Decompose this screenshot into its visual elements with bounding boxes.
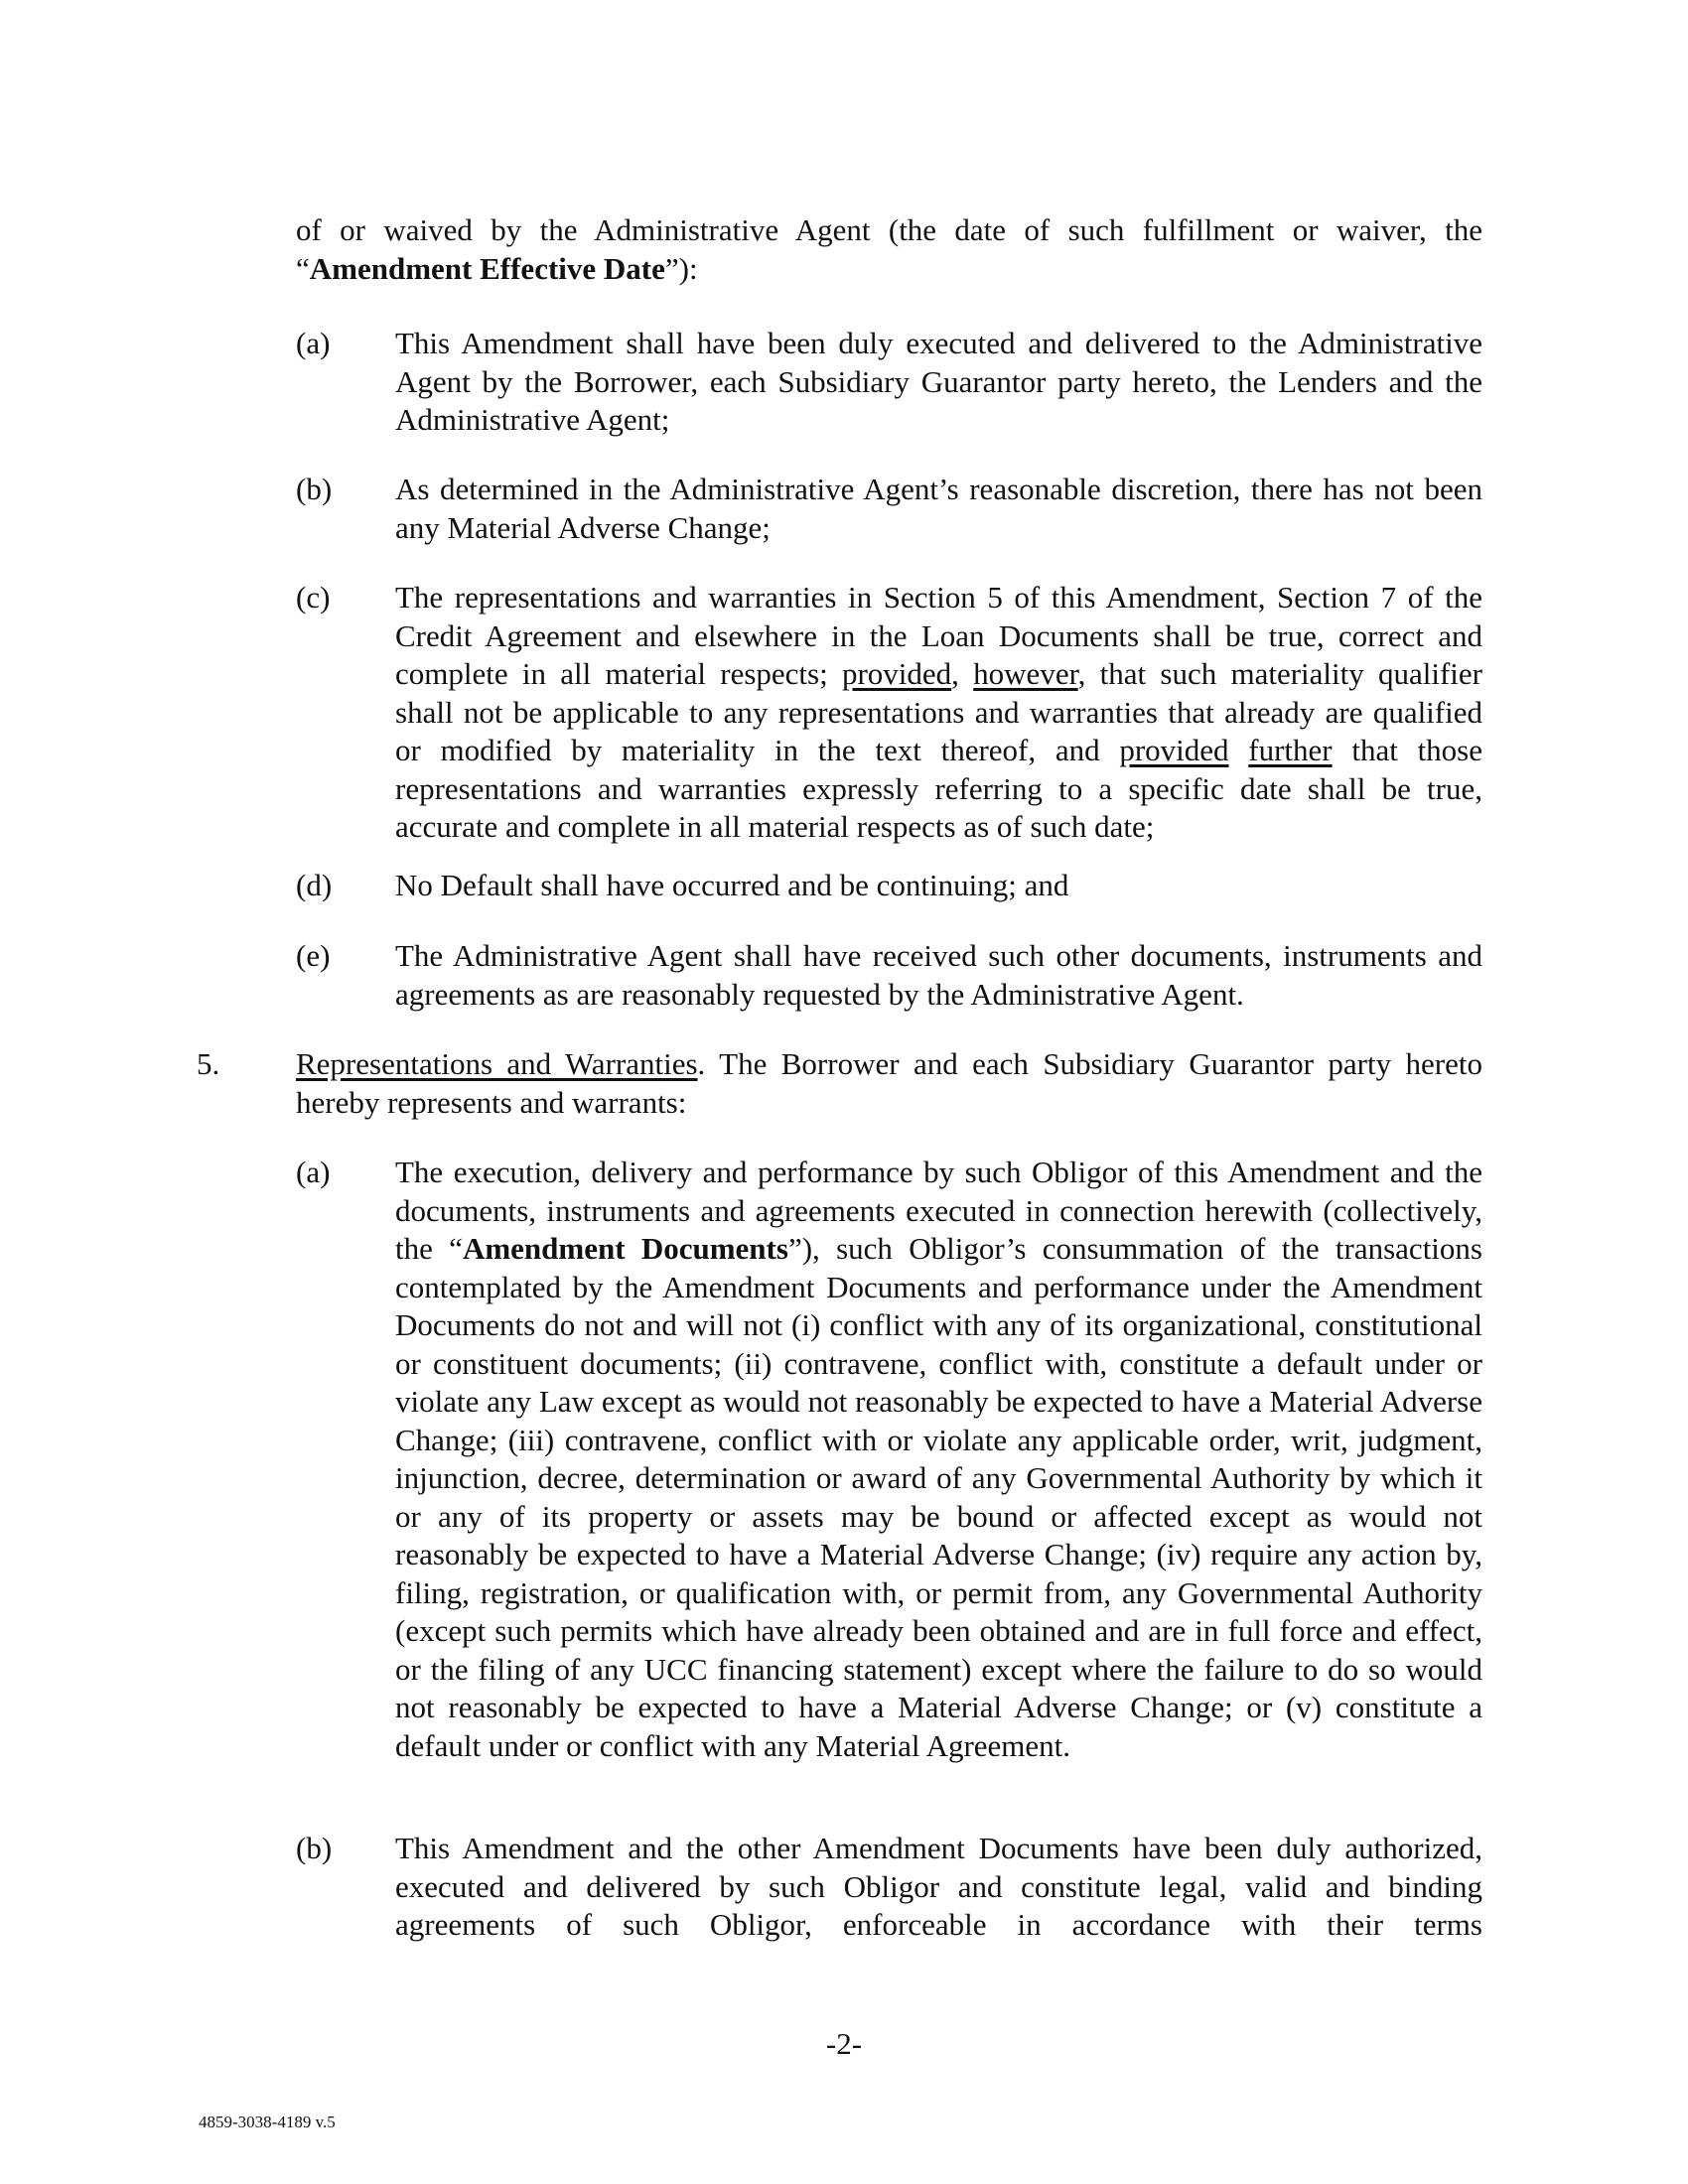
underlined-however: however — [973, 656, 1078, 691]
intro-text-start: of or waived by the Administrative Agent (the date of such fulfillment or waiver, the “ — [296, 212, 1482, 286]
condition-c-text-3: that those representations and warranties expressly referring to a specific date shall be true, accurate and complete in all material respects as of such date; — [395, 733, 1483, 844]
condition-text: As determined in the Administrative Agent’s reasonable discretion, there has not been any Material Adverse Change; — [395, 472, 1482, 545]
representation-label: (b) — [296, 1831, 333, 1865]
underlined-provided: provided — [1119, 733, 1229, 767]
condition-c-comma: , — [951, 656, 974, 691]
section-5-body: . The Borrower and each Subsidiary Guarantor party hereto hereby represents and warrants: — [296, 1046, 1482, 1120]
defined-term-amendment-effective-date: Amendment Effective Date — [309, 250, 665, 286]
underlined-provided: provided — [841, 656, 952, 691]
condition-label: (a) — [296, 326, 331, 360]
representation-label: (a) — [296, 1155, 331, 1189]
condition-c-text-1: The representations and warranties in Section 5 of this Amendment, Section 7 of the Credit Agreement and elsewhere in the Loan Documents shall be true, correct and complete in all material respects; — [395, 580, 1482, 691]
condition-label: (b) — [296, 472, 333, 506]
document-id: 4859-3038-4189 v.5 — [199, 2113, 336, 2131]
condition-text: The Administrative Agent shall have received such other documents, instruments and agreements as are reasonably requested by the Administrative Agent. — [395, 938, 1482, 1012]
page-number: -2- — [825, 2026, 863, 2061]
condition-c-space — [1229, 733, 1249, 767]
rep-a-text-2: ”), such Obligor’s consummation of the transactions contemplated by the Amendment Documents and performance under the Amendment Documents do not and will not (i) conflict with any of its organizational, constitutional or constituent documents; (ii) contravene, conflict with, constitute a default under or violate any Law except as would not reasonably be expected to have a Material Adverse Change; (iii) contravene, conflict with or violate any applicable order, writ, judgment, injunction, decree, determination or award of any Governmental Authority by which it or any of its property or assets may be bound or affected except as would not reasonably be expected to have a Material Adverse Change; (iv) require any action by, filing, registration, or qualification with, or permit from, any Governmental Authority (except such permits which have already been obtained and are in full force and effect, or the filing of any UCC financing statement) except where the failure to do so would not reasonably be expected to have a Material Adverse Change; or (v) constitute a default under or conflict with any Material Agreement. — [395, 1231, 1482, 1763]
section-heading: Representations and Warranties — [296, 1046, 698, 1081]
condition-text: No Default shall have occurred and be continuing; and — [395, 868, 1069, 902]
rep-a-text-1: The execution, delivery and performance by such Obligor of this Amendment and the documents, instruments and agreements executed in connection herewith (collectively, the “ — [395, 1155, 1482, 1266]
condition-label: (e) — [296, 938, 331, 973]
section-5-text — [296, 1045, 1482, 1122]
condition-c-text-2: , that such materiality qualifier shall not be applicable to any representations and warranties that already are qualified or modified by materiality in the text thereof, and — [395, 656, 1482, 767]
intro-text-end: ”): — [664, 250, 698, 286]
intro-paragraph — [296, 211, 1482, 288]
condition-text — [395, 579, 1482, 847]
defined-term-amendment-documents: Amendment Documents — [462, 1231, 788, 1266]
condition-text: This Amendment shall have been duly executed and delivered to the Administrative Agent by the Borrower, each Subsidiary Guarantor party hereto, the Lenders and the Administrative Agent; — [395, 326, 1482, 437]
underlined-further: further — [1248, 733, 1333, 767]
representation-text: This Amendment and the other Amendment Documents have been duly authorized, executed and delivered by such Obligor and constitute legal, valid and binding agreements of such Obligor, enforceable in accordance with their terms — [395, 1831, 1482, 1942]
representation-text — [395, 1154, 1482, 1765]
condition-label: (d) — [296, 868, 333, 902]
section-number: 5. — [197, 1046, 220, 1081]
condition-label: (c) — [296, 580, 331, 614]
